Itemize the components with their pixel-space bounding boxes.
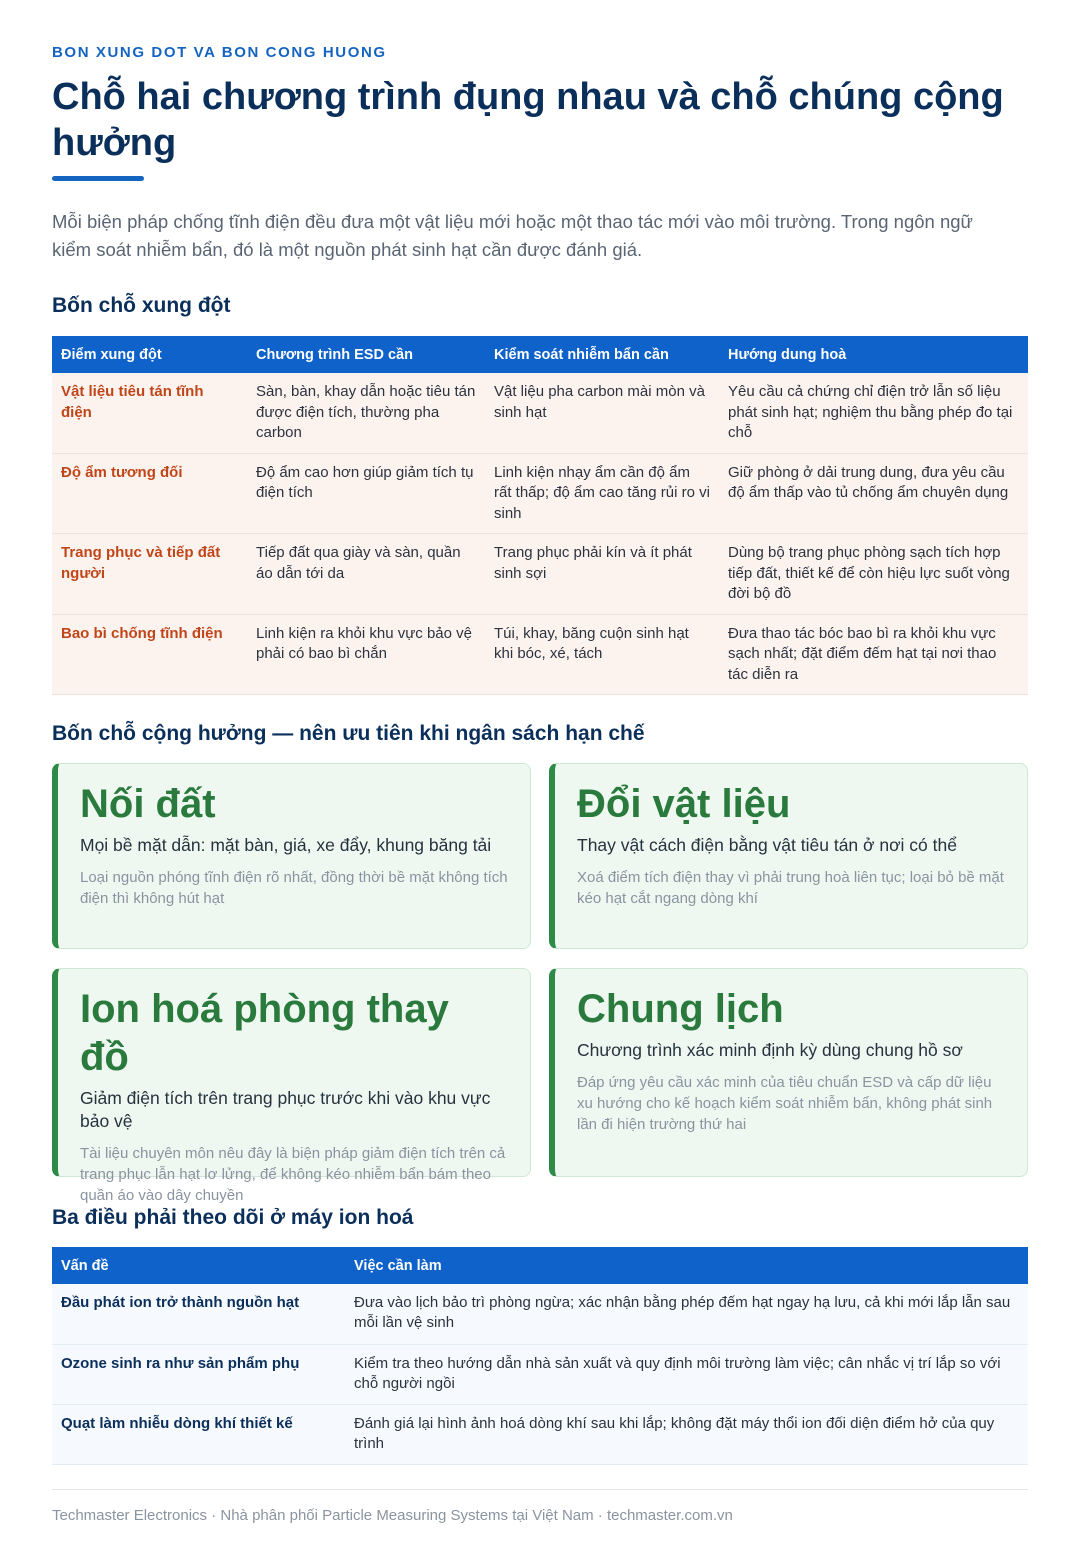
card-title: Chung lịch [577, 987, 784, 1031]
table-row [52, 453, 1028, 534]
card-subtitle: Giảm điện tích trên trang phục trước khi vào khu vực bảo vệ [80, 1088, 491, 1131]
card-subtitle: Mọi bề mặt dẫn: mặt bàn, giá, xe đẩy, khung băng tải [80, 835, 492, 855]
eyebrow: BON XUNG DOT VA BON CONG HUONG [52, 44, 387, 61]
table-cell: Dùng bộ trang phục phòng sạch tích hợp tiếp đất, thiết kế để còn hiệu lực suốt vòng đời bộ đồ [719, 534, 1028, 615]
conflict-point: Vật liệu tiêu tán tĩnh điện [52, 373, 247, 453]
card-description: Loại nguồn phóng tĩnh điện rõ nhất, đồng thời bề mặt không tích điện thì không hút hạt [80, 869, 508, 907]
column-header: Chương trình ESD cần [247, 336, 485, 373]
issue-cell: Đầu phát ion trở thành nguồn hạt [52, 1284, 345, 1344]
synergy-card [549, 968, 1028, 1177]
conflict-point: Độ ẩm tương đối [52, 453, 247, 534]
conflicts-table [52, 336, 1028, 695]
issue-cell: Ozone sinh ra như sản phẩm phụ [52, 1344, 345, 1404]
table-cell: Sàn, bàn, khay dẫn hoặc tiêu tán được điện tích, thường pha carbon [247, 373, 485, 453]
table-row [52, 1284, 1028, 1344]
card-description: Đáp ứng yêu cầu xác minh của tiêu chuẩn ESD và cấp dữ liệu xu hướng cho kế hoạch kiểm soát nhiễm bẩn, không phát sinh lần đi hiện trường thứ hai [577, 1074, 993, 1133]
table-cell: Tiếp đất qua giày và sàn, quần áo dẫn tới da [247, 534, 485, 615]
table-cell: Linh kiện ra khỏi khu vực bảo vệ phải có bao bì chắn [247, 614, 485, 695]
footer-text: Techmaster Electronics · Nhà phân phối Particle Measuring Systems tại Việt Nam · techmaster.com.vn [52, 1507, 733, 1524]
action-cell: Đánh giá lại hình ảnh hoá dòng khí sau khi lắp; không đặt máy thổi ion đối diện điểm hở của quy trình [345, 1404, 1028, 1464]
column-header: Việc cần làm [345, 1247, 1028, 1284]
table-cell: Linh kiện nhạy ẩm cần độ ẩm rất thấp; độ ẩm cao tăng rủi ro vi sinh [485, 453, 719, 534]
table-cell: Trang phục phải kín và ít phát sinh sợi [485, 534, 719, 615]
table-row [52, 534, 1028, 615]
intro-paragraph: Mỗi biện pháp chống tĩnh điện đều đưa một vật liệu mới hoặc một thao tác mới vào môi trường. Trong ngôn ngữ kiểm soát nhiễm bẩn, đó là một nguồn phát sinh hạt cần được đánh giá. [52, 211, 973, 260]
table-row [52, 373, 1028, 453]
column-header: Vấn đề [52, 1247, 345, 1284]
card-subtitle: Chương trình xác minh định kỳ dùng chung hồ sơ [577, 1040, 963, 1060]
action-cell: Đưa vào lịch bảo trì phòng ngừa; xác nhận bằng phép đếm hạt ngay hạ lưu, cả khi mới lắp lẫn sau mỗi lần vệ sinh [345, 1284, 1028, 1344]
table-cell: Vật liệu pha carbon mài mòn và sinh hạt [485, 373, 719, 453]
card-description: Tài liệu chuyên môn nêu đây là biện pháp giảm điện tích trên cả trang phục lẫn hạt lơ lửng, để không kéo nhiễm bẩn bám theo quần áo vào dây chuyền [80, 1145, 506, 1204]
conflicts-heading: Bốn chỗ xung đột [52, 294, 231, 317]
column-header: Hướng dung hoà [719, 336, 1028, 373]
column-header: Điểm xung đột [52, 336, 247, 373]
synergy-card [52, 763, 531, 949]
synergy-card [52, 968, 531, 1204]
ionizer-table [52, 1247, 1028, 1465]
card-title: Ion hoá phòng thay đồ [80, 987, 449, 1079]
table-header-row [52, 336, 1028, 373]
table-cell: Đưa thao tác bóc bao bì ra khỏi khu vực sạch nhất; đặt điểm đếm hạt tại nơi thao tác diễn ra [719, 614, 1028, 695]
ionizer-heading: Ba điều phải theo dõi ở máy ion hoá [52, 1206, 414, 1229]
table-cell: Yêu cầu cả chứng chỉ điện trở lẫn số liệu phát sinh hạt; nghiệm thu bằng phép đo tại chỗ [719, 373, 1028, 453]
synergy-card [549, 763, 1028, 949]
card-title: Nối đất [80, 782, 216, 826]
conflict-point: Trang phục và tiếp đất người [52, 534, 247, 615]
page-title: Chỗ hai chương trình đụng nhau và chỗ chúng cộng hưởng [52, 76, 1004, 164]
footer-divider [52, 1489, 1028, 1490]
table-row [52, 1344, 1028, 1404]
table-cell: Giữ phòng ở dải trung dung, đưa yêu cầu độ ẩm thấp vào tủ chống ẩm chuyên dụng [719, 453, 1028, 534]
card-description: Xoá điểm tích điện thay vì phải trung hoà liên tục; loại bỏ bề mặt kéo hạt cắt ngang dòng khí [577, 869, 1004, 907]
column-header: Kiểm soát nhiễm bẩn cần [485, 336, 719, 373]
table-row [52, 1404, 1028, 1464]
table-cell: Túi, khay, băng cuộn sinh hạt khi bóc, xé, tách [485, 614, 719, 695]
title-underline [52, 176, 144, 181]
table-row [52, 614, 1028, 695]
synergies-heading: Bốn chỗ cộng hưởng — nên ưu tiên khi ngân sách hạn chế [52, 722, 645, 745]
table-header-row [52, 1247, 1028, 1284]
table-cell: Độ ẩm cao hơn giúp giảm tích tụ điện tích [247, 453, 485, 534]
card-subtitle: Thay vật cách điện bằng vật tiêu tán ở nơi có thể [577, 835, 957, 855]
conflict-point: Bao bì chống tĩnh điện [52, 614, 247, 695]
action-cell: Kiểm tra theo hướng dẫn nhà sản xuất và quy định môi trường làm việc; cân nhắc vị trí lắp so với chỗ người ngồi [345, 1344, 1028, 1404]
card-title: Đổi vật liệu [577, 782, 791, 826]
issue-cell: Quạt làm nhiễu dòng khí thiết kế [52, 1404, 345, 1464]
